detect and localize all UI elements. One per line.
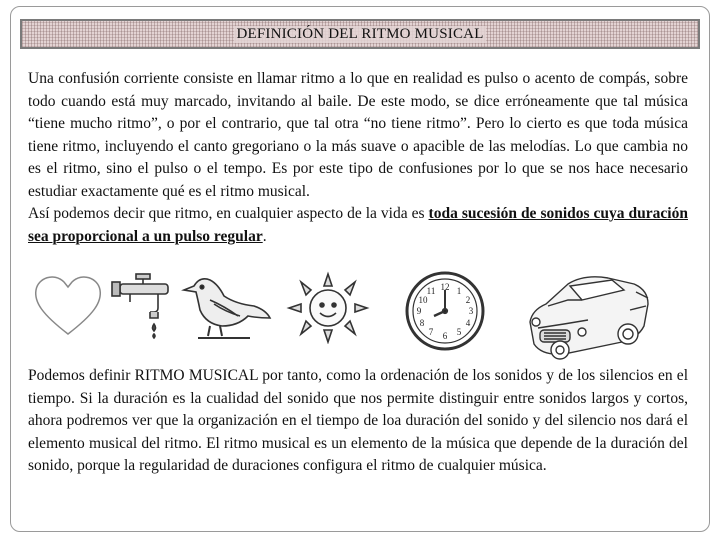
intro-text: Una confusión corriente consiste en llamar ritmo a lo que en realidad es pulso o acento de compás, sobre todo cuando está muy marcado, invitando al baile. De este modo, se dice erróneamente que tal música “tiene mucho ritmo”, o por el contrario, que tal otra “no tiene ritmo”. Pero lo cierto es que toda música tiene ritmo, incluyendo el canto gregoriano o la más suave o apacible de las melodías. Lo que cambia no es el ritmo, sino el pulso o el tempo. Es por este tipo de confusiones por lo que se nos hace necesario estudiar exactamente qué es el ritmo musical.: [28, 70, 688, 200]
clock-number: 9: [416, 306, 422, 316]
heart-icon: [32, 272, 104, 343]
intro-paragraph: [28, 68, 688, 248]
clock-number: 3: [468, 306, 474, 316]
car-icon: [524, 270, 654, 365]
illustrations-row: [28, 270, 688, 365]
clock-number: 4: [465, 318, 471, 328]
clock-number: 11: [426, 286, 436, 296]
clock-number: 12: [440, 282, 450, 292]
definition-text: Así podemos decir que ritmo, en cualquier aspecto de la vida es: [28, 205, 429, 222]
definition-end: .: [262, 227, 267, 245]
dripping-faucet-icon: [110, 272, 180, 345]
page-title: DEFINICIÓN DEL RITMO MUSICAL: [236, 25, 484, 42]
definition-paragraph: Podemos definir RITMO MUSICAL por tanto, como la ordenación de los sonidos y de los silencios en el tiempo. Si la duración es la cualidad del sonido que nos permite distinguir entre sonidos largos y cortos, ahora podremos ver que la organización en el tiempo de loa duración del sonido y del silencio nos dará el elemento musical del ritmo. El ritmo musical es un elemento de la música que depende de la duración del sonido, porque la regularidad de duraciones configura el ritmo de cualquier música.: [28, 367, 688, 474]
bird-icon: [180, 270, 272, 347]
clock-icon: [400, 270, 490, 357]
clock-number: 2: [465, 295, 471, 305]
definition-emphasis: toda sucesión de sonidos cuya duración sea proporcional a un pulso regular: [28, 205, 688, 245]
clock-number: 8: [419, 318, 425, 328]
title-bar: [20, 19, 700, 49]
clock-number: 7: [428, 327, 434, 337]
sun-icon: [283, 270, 373, 349]
clock-number: 6: [442, 331, 448, 341]
clock-number: 10: [418, 295, 428, 305]
clock-number: 5: [456, 327, 462, 337]
clock-number: 1: [456, 286, 462, 296]
